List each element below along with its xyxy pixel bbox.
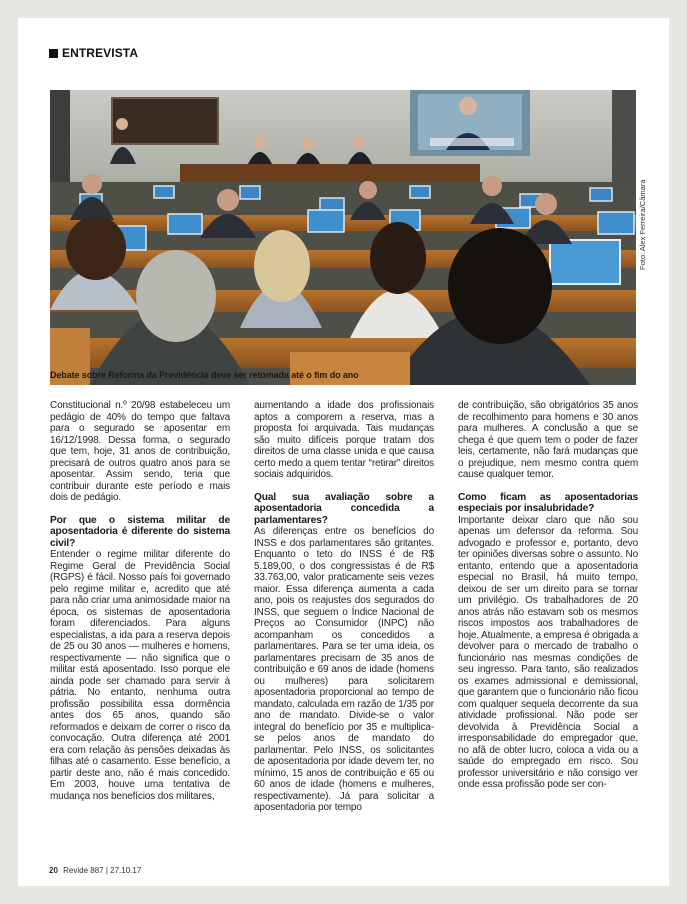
paragraph: Constitucional n.º 20/98 estabeleceu um pedágio de 40% do tempo que faltava para o segurado se aposentar em 16/12/1998. Dessa forma, o segurado que tem, hoje, 31 anos de contribuição, precisará de outros quatro anos para se aposentar. Assim sendo, teria que contribuir durante este período e mais dois de pedágio.: [50, 400, 230, 503]
article-column-2: [254, 400, 434, 814]
paragraph: As diferenças entre os benefícios do INSS e dos parlamentares são gritantes. Enquanto o teto do INSS é de R$ 5.189,00, o dos congressistas é de R$ 33.763,00, valor praticamente seis vezes maior. Essa diferença aumenta a cada ano, pois os reajustes dos segurados do INSS, que seguem o Índice Nacional de Preços ao Consumidor (INPC) não acompanham os concedidos a parlamentares. Para se ter uma ideia, os parlamentares precisam de 35 anos de contribuição e 69 anos de idade (homens ou mulheres) para solicitarem aposentadoria proporcional ao tempo de mandato, calculada em razão de 1/35 por ano de mandato. Divide-se o valor integral do benefício por 35 e multiplica-se pelos anos de mandato do parlamentar. Pelo INSS, os solicitantes de aposentadoria por idade devem ter, no mínimo, 15 anos de contribuição e 65 ou 60 anos de idade (homens e mulheres, respectivamente). Já para solicitar a aposentadoria por tempo: [254, 526, 434, 813]
paragraph: de contribuição, são obrigatórios 35 anos de recolhimento para homens e 30 anos para mulheres. A conclusão a que se chega é que quem tem o poder de fazer leis, certamente, não fará mudanças que o prejudique, nem mesmo contra quem cause qualquer temor.: [458, 400, 638, 480]
paragraph: Entender o regime militar diferente do Regime Geral de Previdência Social (RGPS) é fácil. Nosso país foi governado pelo regime militar e, acredito que até para não criar uma animosidade maior na época, os sistemas de aposentadoria foram diferenciados. Para alguns especialistas, a ida para a reserva depois de 25 ou 30 anos — mulheres e homens, respectivamente — não significa que o militar está aposentado. Isso porque ele ainda pode ser chamado para servir à pátria. No entanto, nenhuma outra profissão possibilita essa dormência antes dos 65 anos, quando são reformados e deixam de correr o risco da convocação. Outra diferença até 2001 era com relação às pensões deixadas às filhas até o casamento. Esse benefício, a partir deste ano, não é mais concedido. Em 2003, houve uma tentativa de mudança nos benefícios dos militares,: [50, 549, 230, 802]
photo-caption: Debate sobre Reforma da Previdência deve ser retomada até o fim do ano: [50, 370, 359, 380]
section-square-icon: [49, 49, 58, 58]
section-header: [49, 46, 138, 60]
interview-question: Por que o sistema militar de aposentadoria é diferente do sistema civil?: [50, 514, 230, 549]
article-column-3: [458, 400, 638, 791]
page-footer: [49, 866, 141, 875]
section-label: ENTREVISTA: [62, 46, 139, 60]
magazine-page: [18, 18, 669, 886]
article-photo: [50, 90, 636, 385]
issue-info: Revide 887 | 27.10.17: [63, 866, 142, 875]
page-number: 20: [49, 866, 58, 875]
interview-question: Qual sua avaliação sobre a aposentadoria concedida a parlamentares?: [254, 491, 434, 526]
paragraph: Importante deixar claro que não sou apenas um defensor da reforma. Sou advogado e professor e, portanto, devo ter opiniões diversas sobre o assunto. No entanto, entendo que a aposentadoria especial no Brasil, há muito tempo, deixou de ser um direito para se tornar um privilégio. Os trabalhadores de 20 anos atrás não estavam sob os mesmos riscos impostos aos trabalhadores de hoje. Atualmente, a empresa é obrigada a devolver para o mercado de trabalho o funcionário nas mesmas condições de seu ingresso. Para tanto, são realizados os exames admissional e demissional, que garantem que o funcionário não ficou com qualquer sequela decorrente da sua atividade profissional. Não pode ser devolvida à Previdência Social a irresponsabilidade do empregador que, no afã de obter lucro, coloca a vida ou a saúde do empregado em risco. Sou professor universitário e não consigo ver onde essa profissão pode ser con-: [458, 514, 638, 790]
committee-hearing-photo: [50, 90, 636, 385]
photo-credit: Foto: Alex Ferreira/Câmara: [638, 179, 647, 270]
interview-question: Como ficam as aposentadorias especiais por insalubridade?: [458, 491, 638, 514]
paragraph: aumentando a idade dos profissionais aptos a comporem a reserva, mas a proposta foi arquivada. Tais mudanças são muito difíceis porque tratam dos direitos de uma classe unida e que causa certo medo a quem tentar “retirar” direitos sociais adquiridos.: [254, 400, 434, 480]
article-column-1: [50, 400, 230, 802]
